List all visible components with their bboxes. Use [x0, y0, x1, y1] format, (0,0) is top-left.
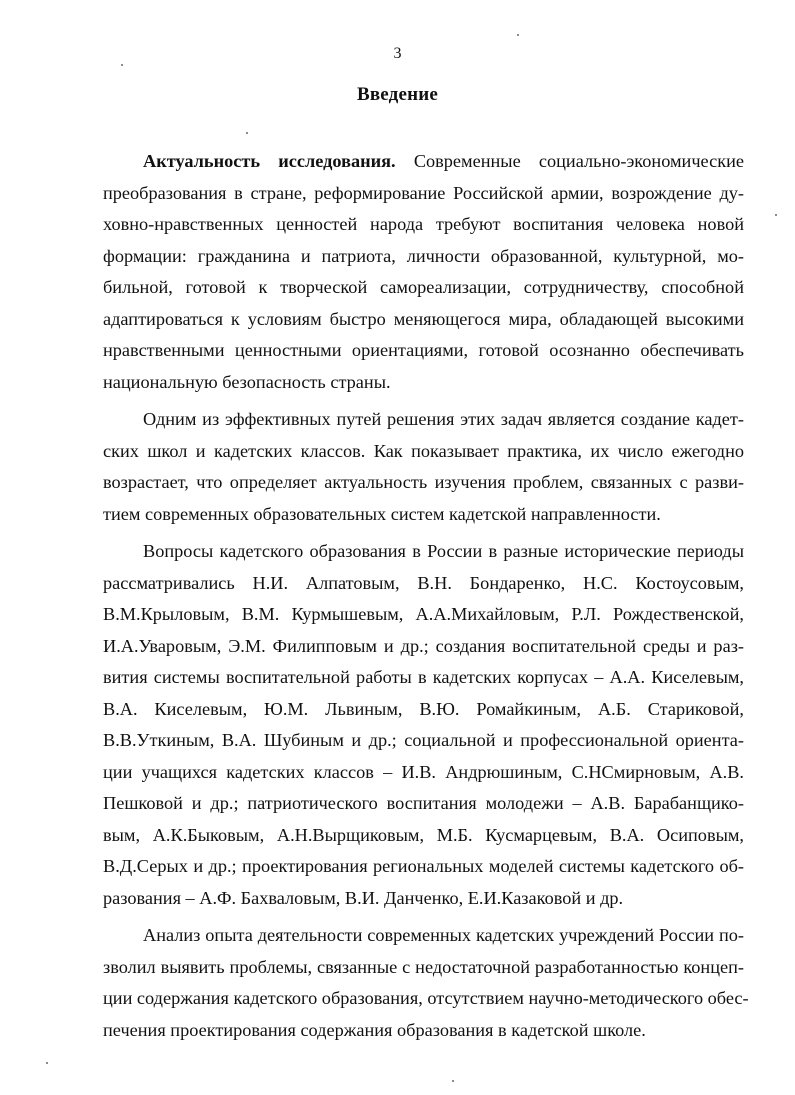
paragraph-analysis [103, 920, 749, 1046]
scan-speck [46, 1062, 48, 1064]
text-line: адаптироваться к условиям быстро меняющегося мира, обладающей высокими [103, 308, 744, 329]
scan-speck [517, 34, 519, 36]
text-line: формации: гражданина и патриота, личности образованной, культурной, мо- [103, 245, 744, 266]
section-heading: Введение [356, 84, 439, 105]
scan-speck [452, 1080, 454, 1082]
text-line: разования – А.Ф. Бахваловым, В.И. Данченко, Е.И.Казаковой и др. [103, 887, 624, 908]
text-fragment: Современные социально-экономические [395, 151, 744, 171]
scan-speck [775, 214, 777, 216]
text-line: тием современных образовательных систем кадетской направленности. [103, 503, 661, 524]
paragraph-relevance [103, 146, 744, 398]
text-line: печения проектирования содержания образования в кадетской школе. [103, 1019, 646, 1040]
text-line: И.А.Уваровым, Э.М. Филипповым и др.; создания воспитательной среды и раз- [103, 635, 744, 656]
text-line: ции содержания кадетского образования, отсутствием научно-методического обес- [103, 988, 749, 1008]
paragraph-literature [103, 536, 744, 914]
text-line: ховно-нравственных ценностей народа требуют воспитания человека новой [103, 214, 744, 234]
text-line: В.Д.Серых и др.; проектирования региональных моделей системы кадетского об- [103, 856, 744, 876]
text-line: преобразования в стране, реформирование Российской армии, возрождение ду- [103, 182, 744, 203]
text-line: вым, А.К.Быковым, А.Н.Вырщиковым, М.Б. Кусмарцевым, В.А. Осиповым, [103, 824, 744, 845]
text-line: рассматривались Н.И. Алпатовым, В.Н. Бондаренко, Н.С. Костоусовым, [103, 572, 744, 593]
lead-term: Актуальность исследования. [143, 151, 396, 171]
text-line: ских школ и кадетских классов. Как показывает практика, их число ежегодно [103, 440, 744, 461]
text-line: ции учащихся кадетских классов – И.В. Андрюшиным, С.НСмирновым, А.В. [103, 761, 744, 782]
text-line: Пешковой и др.; патриотического воспитания молодежи – А.В. Барабанщико- [103, 793, 744, 813]
text-line: В.А. Киселевым, Ю.М. Львиным, В.Ю. Ромайкиным, А.Б. Стариковой, [103, 698, 744, 719]
body-text [103, 146, 749, 1052]
text-line: вития системы воспитательной работы в кадетских корпусах – А.А. Киселевым, [103, 667, 744, 687]
paragraph-cadet-schools [103, 404, 744, 530]
text-line: национальную безопасность страны. [103, 371, 391, 392]
text-line: В.В.Уткиным, В.А. Шубиным и др.; социальной и профессиональной ориента- [103, 730, 744, 750]
text-line: Одним из эффективных путей решения этих задач является создание кадет- [143, 409, 744, 429]
text-line: зволил выявить проблемы, связанные с недостаточной разработанностью концеп- [103, 956, 744, 977]
text-line: Вопросы кадетского образования в России в разные исторические периоды [143, 541, 744, 561]
scan-speck [246, 132, 248, 134]
page-number: 3 [393, 45, 402, 62]
text-line [103, 146, 744, 178]
text-line: бильной, готовой к творческой самореализации, сотрудничеству, способной [103, 277, 744, 297]
scan-speck [121, 64, 123, 66]
text-line: Анализ опыта деятельности современных кадетских учреждений России по- [143, 925, 744, 945]
text-line: В.М.Крыловым, В.М. Курмышевым, А.А.Михайловым, Р.Л. Рождественской, [103, 604, 744, 624]
text-line: возрастает, что определяет актуальность изучения проблем, связанных с разви- [103, 472, 744, 492]
text-line: нравственными ценностными ориентациями, готовой осознанно обеспечивать [103, 340, 744, 360]
